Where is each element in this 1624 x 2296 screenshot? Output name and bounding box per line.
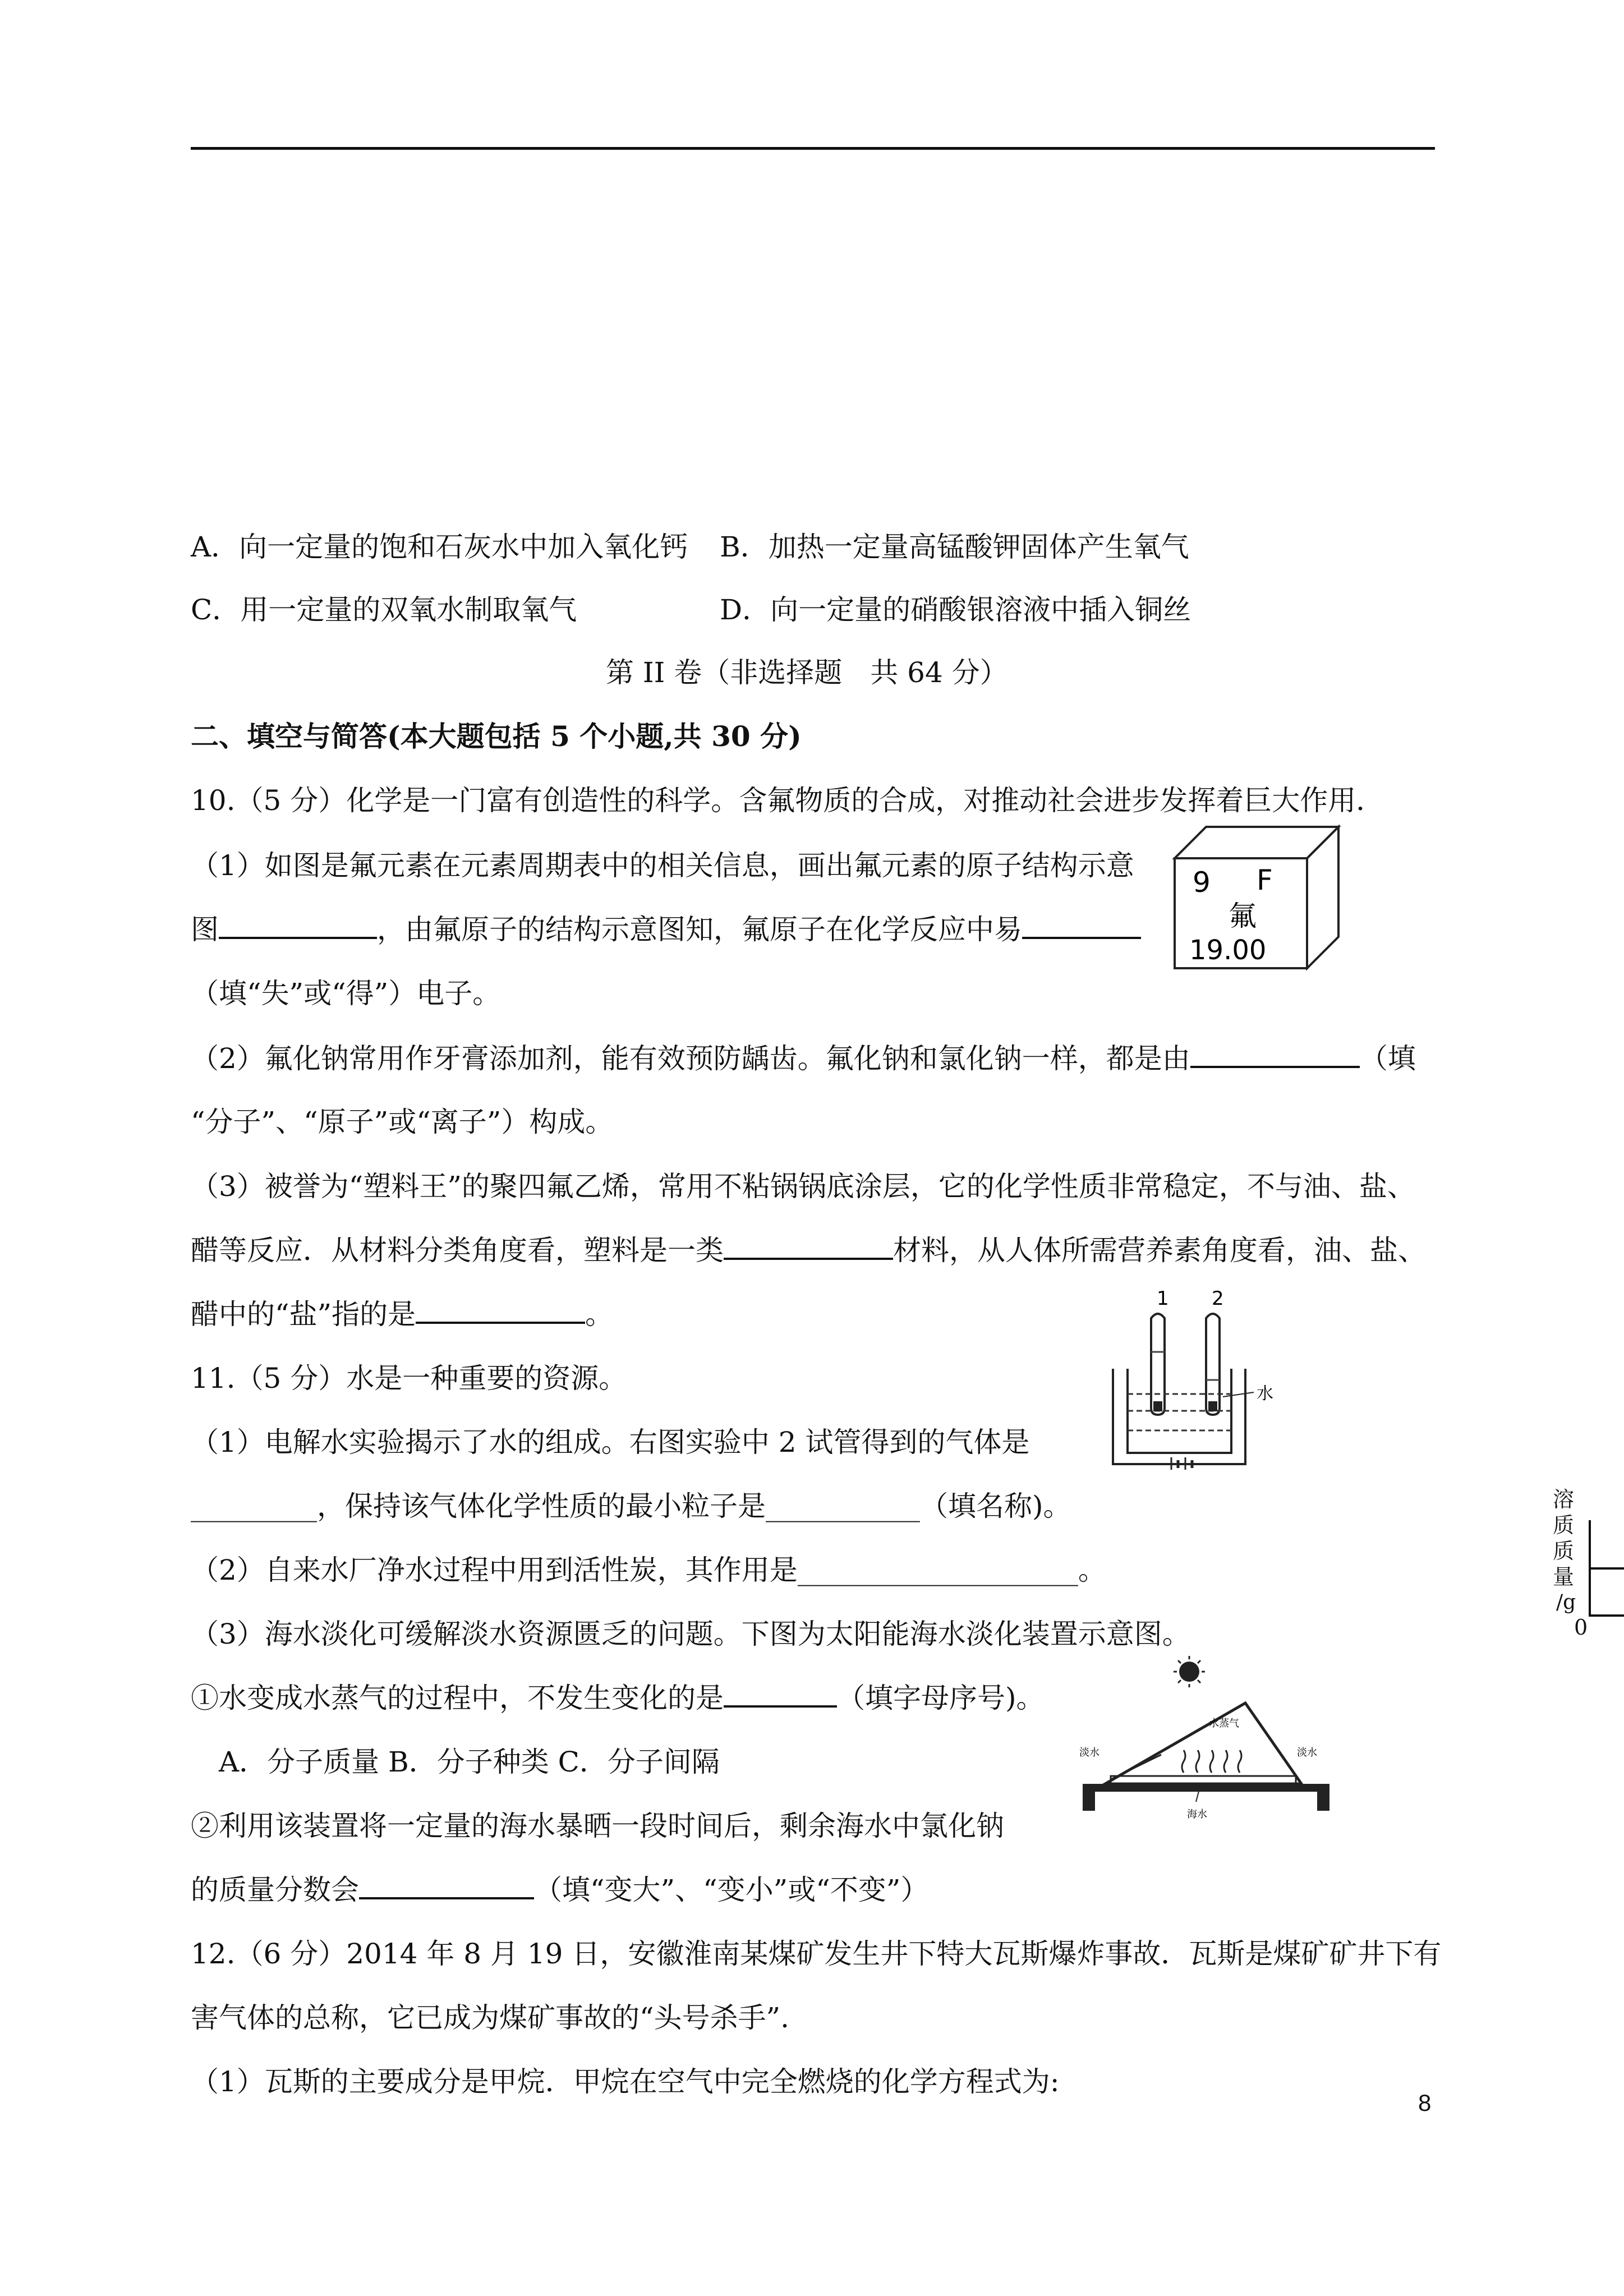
seawater-label: 海水 [1187, 1809, 1207, 1820]
q11-part1-text-c: （填名称)。 [920, 1490, 1071, 1522]
element-mass: 19.00 [1189, 935, 1267, 966]
q10-part1-text-a: 图 [191, 913, 219, 946]
option-b: B．加热一定量高锰酸钾固体产生氧气 [720, 531, 1189, 563]
q10-part3-line2 [191, 1231, 1426, 1270]
page-number: 8 [1418, 2090, 1432, 2116]
side-graph-ylabel-4: 量 [1553, 1565, 1575, 1589]
q11-part2-line [191, 1550, 1106, 1590]
q11-part1-line1: （1）电解水实验揭示了水的组成。右图实验中 2 试管得到的气体是 [191, 1426, 1030, 1458]
q11-blank-mass-fraction[interactable] [359, 1872, 534, 1899]
fluorine-element-card [1172, 825, 1341, 970]
element-symbol: F [1257, 864, 1273, 896]
water-vapor-label: 水蒸气 [1209, 1718, 1239, 1729]
fresh-water-right-label: 淡水 [1297, 1747, 1317, 1759]
q10-part3-line3 [191, 1295, 613, 1334]
q11-blank-particle[interactable]: ___________ [766, 1490, 920, 1522]
q12-part1: （1）瓦斯的主要成分是甲烷．甲烷在空气中完全燃烧的化学方程式为: [191, 2065, 1060, 2098]
q10-part1-line1: （1）如图是氟元素在元素周期表中的相关信息，画出氟元素的原子结构示意 [191, 849, 1134, 882]
side-graph-origin: 0 [1574, 1615, 1588, 1640]
q11-part3-q1-options: A．分子质量 B．分子种类 C．分子间隔 [219, 1746, 720, 1778]
side-graph-ylabel-5: /g [1556, 1591, 1576, 1614]
q11-blank-carbon[interactable]: ____________________ [797, 1554, 1078, 1586]
q10-part3-text-d: 。 [585, 1298, 614, 1331]
q11-part3-q2-text: 的质量分数会 [191, 1874, 359, 1906]
q10-blank-salt[interactable] [416, 1297, 585, 1324]
q11-part3-q1-end: （填字母序号)。 [837, 1682, 1045, 1714]
q11-stem: 11.（5 分）水是一种重要的资源。 [191, 1362, 627, 1395]
q10-blank-electron[interactable] [1022, 912, 1141, 939]
section-volume-heading: 第 II 卷（非选择题 共 64 分） [606, 656, 1008, 689]
q11-blank-gas[interactable]: _________ [191, 1490, 317, 1522]
q10-blank-particle[interactable] [1190, 1041, 1360, 1068]
q11-part2-text: （2）自来水厂净水过程中用到活性炭，其作用是 [191, 1554, 798, 1586]
q10-part3-text-b: 材料，从人体所需营养素角度看，油、盐、 [893, 1234, 1426, 1267]
q10-part3-line1: （3）被誉为“塑料王”的聚四氟乙烯，常用不粘锅锅底涂层，它的化学性质非常稳定，不与油、盐、 [191, 1170, 1415, 1203]
side-graph-line [1591, 1567, 1624, 1570]
q11-part1-text-b: ，保持该气体化学性质的最小粒子是 [317, 1490, 766, 1522]
q10-part2-text-a: （2）氟化钠常用作牙膏添加剂，能有效预防龋齿。氟化钠和氯化钠一样，都是由 [191, 1042, 1190, 1075]
q10-part2-text-b: （填 [1359, 1042, 1416, 1075]
tube-1-label: 1 [1157, 1287, 1169, 1310]
q12-stem-line2: 害气体的总称，它已成为煤矿事故的“头号杀手”. [191, 2001, 790, 2034]
q11-part3-q2-end: （填“变大”、“变小”或“不变”） [534, 1874, 929, 1906]
q10-part1-line2 [191, 910, 1141, 949]
q10-stem: 10.（5 分）化学是一门富有创造性的科学。含氟物质的合成，对推动社会进步发挥着巨大作用． [191, 784, 1384, 817]
q10-part1-line3: （填“失”或“得”）电子。 [191, 977, 501, 1010]
section-two-heading: 二、填空与简答(本大题包括 5 个小题,共 30 分) [191, 720, 802, 753]
q11-part2-end: 。 [1078, 1554, 1106, 1586]
electrolysis-diagram [1105, 1285, 1290, 1470]
q11-part1-line2 [191, 1487, 1071, 1526]
q11-part3-q2-line1: ②利用该装置将一定量的海水暴晒一段时间后，剩余海水中氯化钠 [191, 1810, 1004, 1842]
water-label: 水 [1257, 1384, 1273, 1404]
side-graph [1548, 1487, 1624, 1649]
element-name: 氟 [1229, 900, 1257, 932]
q12-stem-line1: 12.（6 分）2014 年 8 月 19 日，安徽淮南某煤矿发生井下特大瓦斯爆炸事故．瓦斯是煤矿矿井下有 [191, 1938, 1442, 1970]
option-d: D．向一定量的硝酸银溶液中插入铜丝 [720, 593, 1191, 626]
q10-part3-text-a: 醋等反应．从材料分类角度看，塑料是一类 [191, 1234, 724, 1267]
q10-part2-line1 [191, 1039, 1416, 1078]
element-number: 9 [1193, 866, 1211, 899]
side-graph-ylabel-2: 质 [1553, 1513, 1575, 1538]
q11-part3-line: （3）海水淡化可缓解淡水资源匮乏的问题。下图为太阳能海水淡化装置示意图。 [191, 1618, 1190, 1650]
q10-part1-text-b: ，由氟原子的结构示意图知，氟原子在化学反应中易 [377, 913, 1022, 946]
option-a: A．向一定量的饱和石灰水中加入氧化钙 [191, 531, 688, 563]
option-c: C．用一定量的双氧水制取氧气 [191, 593, 577, 626]
q10-part2-line2: “分子”、“原子”或“离子”）构成。 [191, 1106, 614, 1138]
q11-part3-q1-text: ①水变成水蒸气的过程中，不发生变化的是 [191, 1682, 724, 1714]
header-rule [191, 147, 1435, 150]
q11-part3-q1 [191, 1678, 1045, 1718]
q10-blank-material[interactable] [724, 1233, 893, 1260]
q10-blank-structure[interactable] [219, 912, 377, 939]
tube-2-label: 2 [1212, 1287, 1224, 1310]
side-graph-ylabel-3: 质 [1553, 1539, 1575, 1563]
side-graph-ylabel-1: 溶 [1553, 1487, 1575, 1512]
q11-part3-q2-line2 [191, 1870, 928, 1910]
q10-part3-text-c: 醋中的“盐”指的是 [191, 1298, 416, 1331]
sun-icon [1179, 1662, 1199, 1682]
side-graph-x-axis [1589, 1614, 1624, 1617]
q11-blank-unchanged[interactable] [724, 1681, 837, 1708]
solar-desalination-diagram [1077, 1655, 1335, 1823]
fresh-water-left-label: 淡水 [1079, 1747, 1099, 1759]
